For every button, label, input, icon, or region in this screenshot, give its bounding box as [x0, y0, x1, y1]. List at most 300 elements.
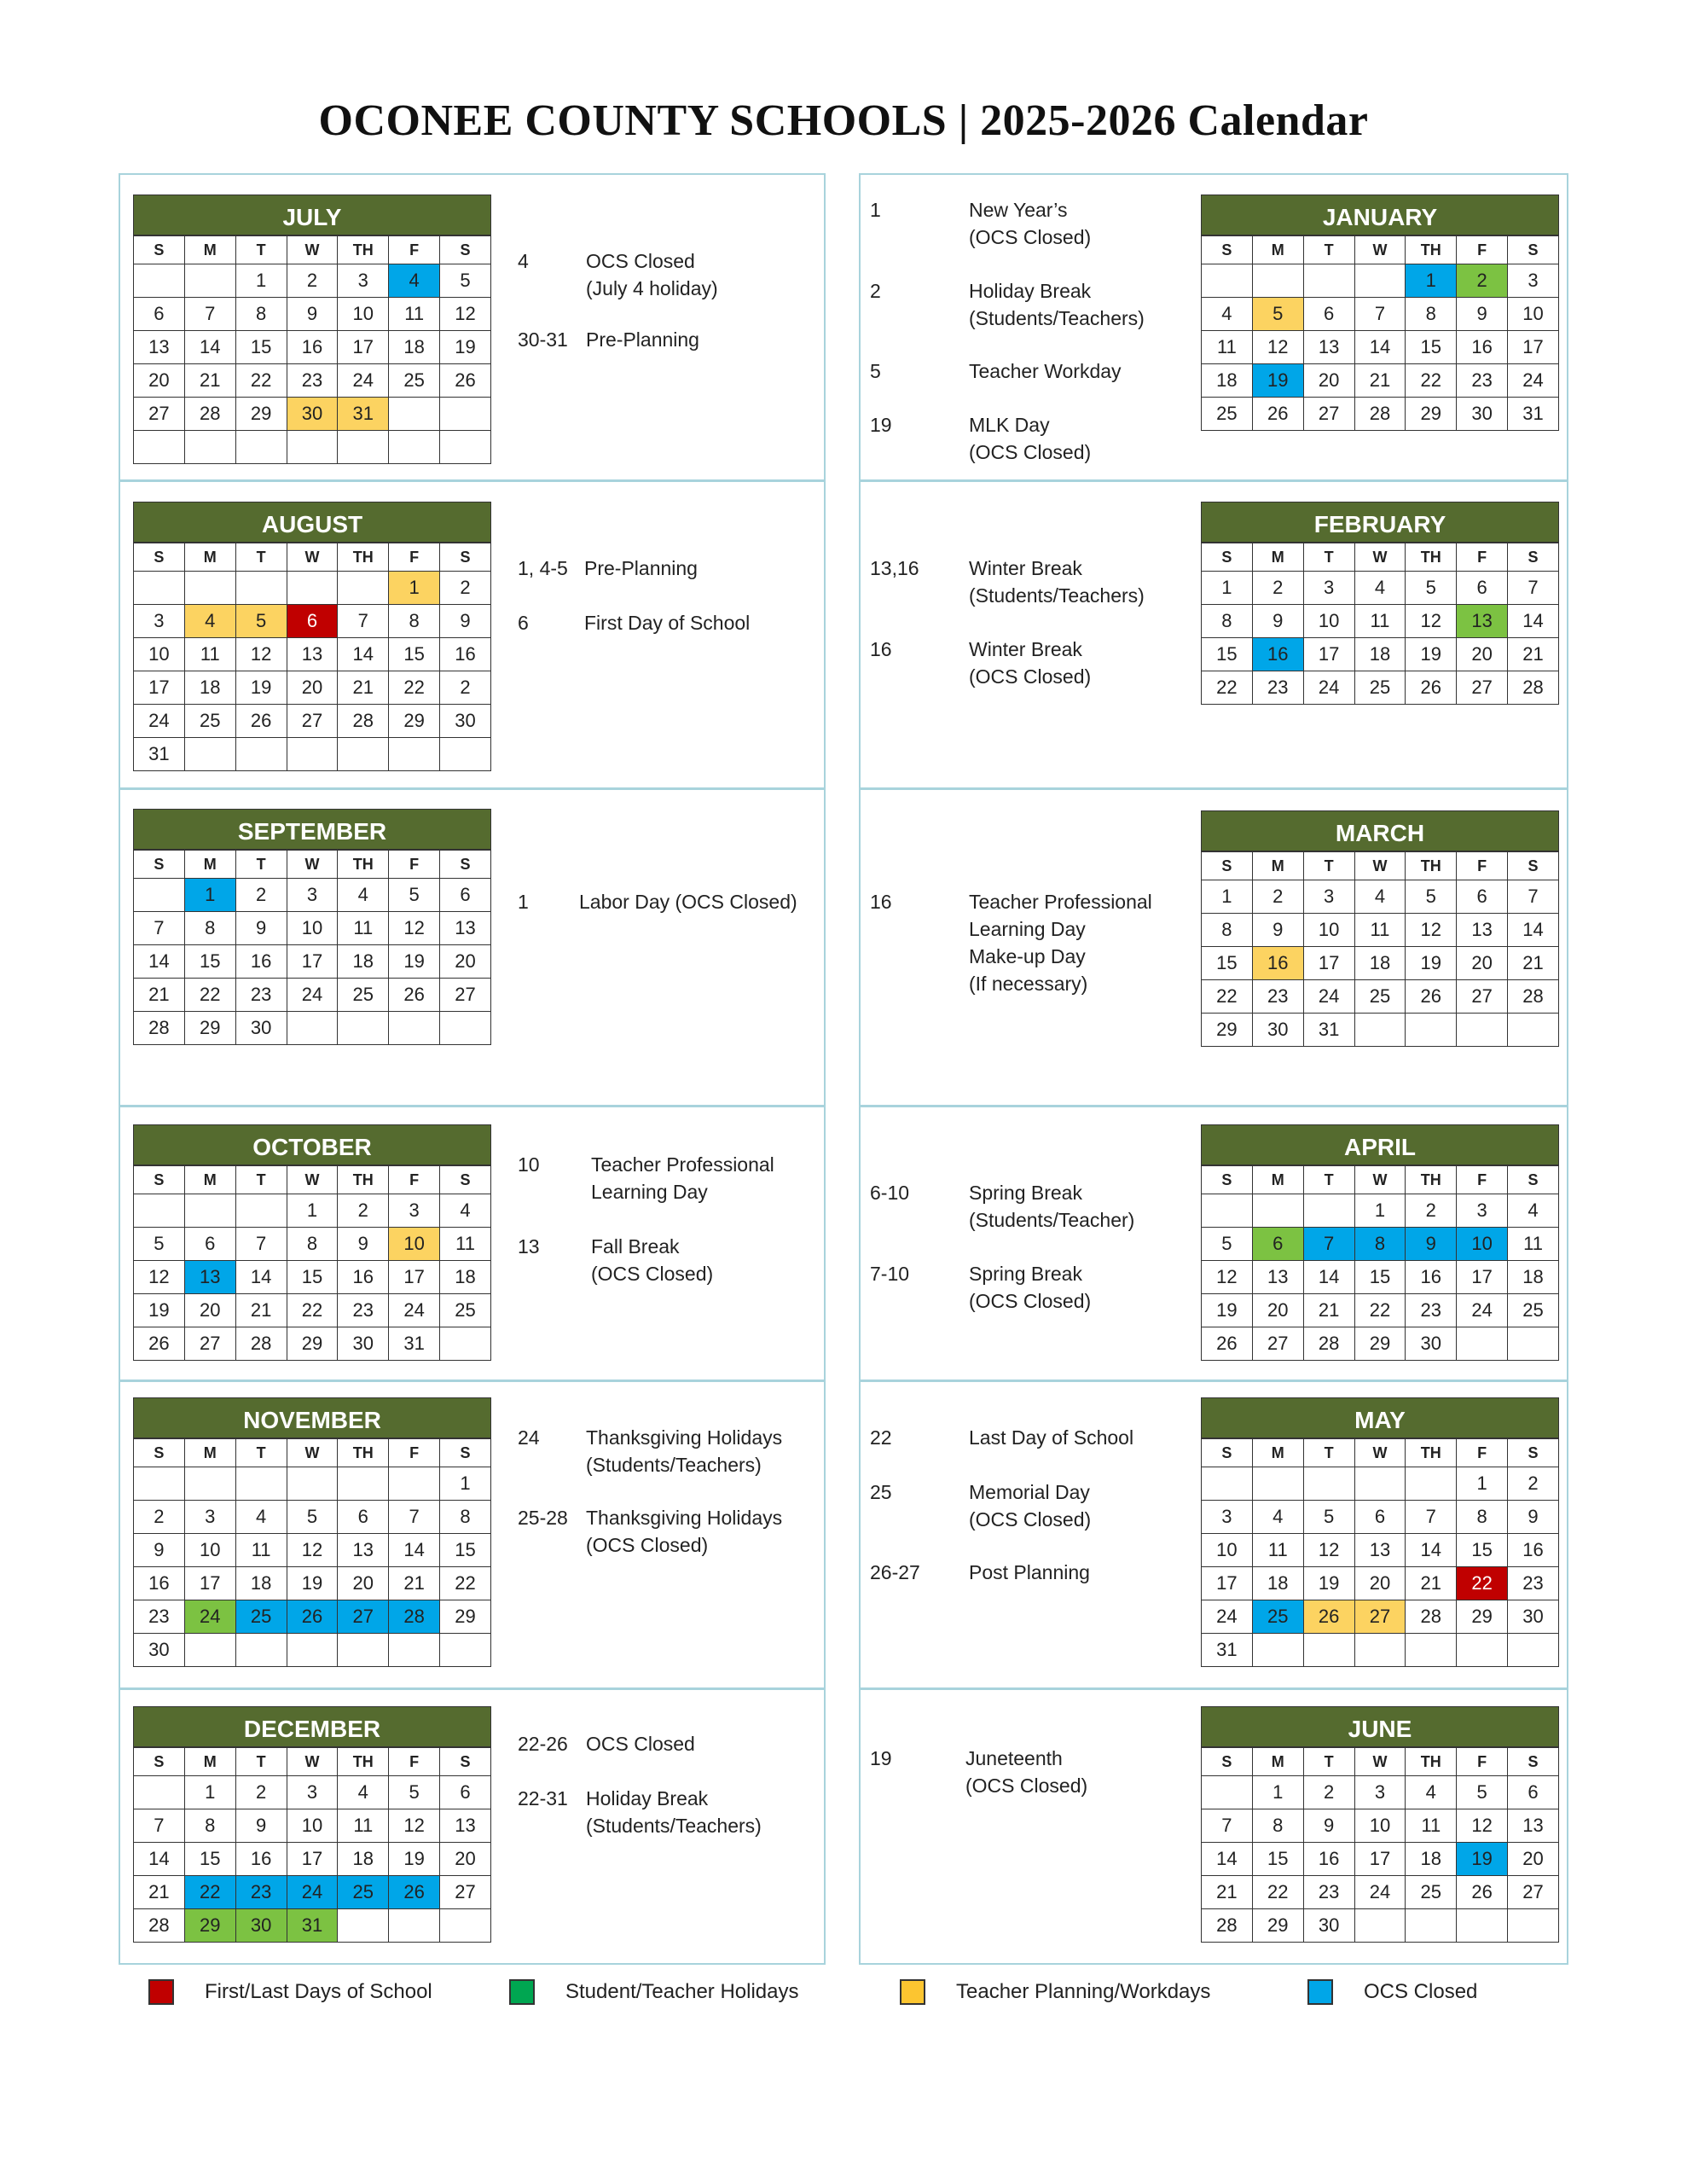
note-date: 25: [870, 1481, 892, 1503]
day-cell: 26: [134, 1327, 185, 1361]
day-cell: 11: [235, 1534, 287, 1567]
day-cell: 18: [1406, 1843, 1457, 1876]
day-cell: 16: [235, 1843, 287, 1876]
day-cell: 12: [134, 1261, 185, 1294]
weekday-label: M: [184, 543, 235, 572]
weekday-label: F: [1457, 1439, 1508, 1467]
day-cell: 15: [1202, 947, 1253, 980]
day-cell: 4: [1354, 880, 1406, 914]
weekday-label: F: [389, 1439, 440, 1467]
day-cell: 30: [235, 1909, 287, 1943]
day-cell: 11: [1354, 605, 1406, 638]
week-row: [134, 1228, 491, 1261]
green-swatch: [509, 1979, 535, 2005]
week-row: [1202, 331, 1559, 364]
note-text: Learning Day: [969, 918, 1086, 940]
calendar-june: [1201, 1706, 1559, 1943]
day-cell: 9: [1303, 1809, 1354, 1843]
day-cell: 8: [440, 1501, 491, 1534]
day-cell: 11: [338, 1809, 389, 1843]
weekday-label: S: [440, 851, 491, 879]
day-cell: [338, 431, 389, 464]
note-date: 24: [518, 1426, 540, 1449]
day-cell: 8: [1406, 298, 1457, 331]
day-cell: 20: [440, 945, 491, 979]
week-row: [134, 671, 491, 705]
weekday-label: M: [1252, 236, 1303, 264]
day-cell: 27: [440, 1876, 491, 1909]
day-cell: [184, 572, 235, 605]
day-cell: 22: [184, 979, 235, 1012]
day-cell: 3: [1303, 880, 1354, 914]
day-cell: [1457, 1327, 1508, 1361]
day-cell: 20: [287, 671, 338, 705]
week-row: [134, 398, 491, 431]
day-cell: [1508, 1327, 1559, 1361]
day-cell: 17: [1202, 1567, 1253, 1600]
legend-item-first-last: [148, 1979, 432, 2005]
month-name: NOVEMBER: [133, 1397, 491, 1438]
day-cell: 27: [338, 1600, 389, 1634]
weekday-label: M: [1252, 852, 1303, 880]
legend-item-planning: [900, 1979, 1210, 2005]
weekday-row: [1202, 543, 1559, 572]
day-cell: 6: [184, 1228, 235, 1261]
day-cell: 11: [440, 1228, 491, 1261]
day-cell: 19: [1202, 1294, 1253, 1327]
day-cell: 16: [1303, 1843, 1354, 1876]
day-cell: 15: [184, 945, 235, 979]
day-cell: 4: [338, 1776, 389, 1809]
day-cell: 8: [184, 1809, 235, 1843]
yellow-swatch: [900, 1979, 925, 2005]
day-cell: 28: [1303, 1327, 1354, 1361]
day-cell: 31: [389, 1327, 440, 1361]
day-cell: 22: [1457, 1567, 1508, 1600]
day-cell: 14: [389, 1534, 440, 1567]
note-text: Post Planning: [969, 1561, 1090, 1583]
day-cell: 6: [1457, 880, 1508, 914]
day-cell: 28: [1508, 671, 1559, 705]
weekday-label: TH: [1406, 543, 1457, 572]
day-cell: 17: [1303, 638, 1354, 671]
day-cell: 1: [184, 1776, 235, 1809]
day-cell: 29: [1202, 1014, 1253, 1047]
day-cell: 27: [1457, 980, 1508, 1014]
day-cell: 7: [1354, 298, 1406, 331]
day-cell: 10: [389, 1228, 440, 1261]
week-row: [1202, 914, 1559, 947]
weekday-label: W: [1354, 1166, 1406, 1194]
week-row: [1202, 1567, 1559, 1600]
week-row: [134, 1843, 491, 1876]
day-cell: [287, 431, 338, 464]
day-cell: 23: [338, 1294, 389, 1327]
day-cell: 8: [184, 912, 235, 945]
week-row: [134, 945, 491, 979]
note-text: Make-up Day: [969, 945, 1086, 967]
week-row: [134, 1294, 491, 1327]
day-cell: 22: [184, 1876, 235, 1909]
month-name: MAY: [1201, 1397, 1559, 1438]
day-cell: 7: [184, 298, 235, 331]
day-cell: 5: [235, 605, 287, 638]
weekday-label: W: [1354, 852, 1406, 880]
weekday-label: S: [1508, 852, 1559, 880]
month-grid: [133, 543, 491, 771]
day-cell: 8: [1354, 1228, 1406, 1261]
week-row: [134, 264, 491, 298]
day-cell: 6: [287, 605, 338, 638]
day-cell: 21: [184, 364, 235, 398]
note-text: New Year’s: [969, 199, 1068, 221]
day-cell: [184, 1467, 235, 1501]
day-cell: 13: [1457, 914, 1508, 947]
week-row: [1202, 264, 1559, 298]
note-text: (Students/Teachers): [586, 1454, 762, 1476]
day-cell: 14: [1508, 605, 1559, 638]
day-cell: 18: [1354, 947, 1406, 980]
day-cell: 20: [1508, 1843, 1559, 1876]
day-cell: 12: [1202, 1261, 1253, 1294]
day-cell: [235, 431, 287, 464]
day-cell: 14: [1508, 914, 1559, 947]
day-cell: 16: [1252, 638, 1303, 671]
day-cell: 21: [1202, 1876, 1253, 1909]
week-row: [1202, 1014, 1559, 1047]
weekday-label: S: [440, 543, 491, 572]
day-cell: 5: [389, 1776, 440, 1809]
month-name: DECEMBER: [133, 1706, 491, 1747]
day-cell: [134, 264, 185, 298]
day-cell: 19: [389, 1843, 440, 1876]
day-cell: [1303, 1634, 1354, 1667]
note-text: (OCS Closed): [965, 1774, 1088, 1797]
day-cell: 20: [1354, 1567, 1406, 1600]
day-cell: 26: [389, 1876, 440, 1909]
weekday-label: S: [1202, 236, 1253, 264]
week-row: [134, 431, 491, 464]
day-cell: 6: [440, 1776, 491, 1809]
day-cell: 15: [184, 1843, 235, 1876]
day-cell: [235, 1194, 287, 1228]
weekday-label: T: [235, 1166, 287, 1194]
weekday-label: M: [1252, 1748, 1303, 1776]
week-row: [1202, 398, 1559, 431]
day-cell: 3: [1508, 264, 1559, 298]
day-cell: 3: [287, 879, 338, 912]
day-cell: [1303, 1194, 1354, 1228]
day-cell: 16: [1406, 1261, 1457, 1294]
day-cell: 24: [1354, 1876, 1406, 1909]
weekday-label: M: [184, 1166, 235, 1194]
day-cell: 4: [235, 1501, 287, 1534]
day-cell: 30: [134, 1634, 185, 1667]
note-date: 1: [870, 199, 881, 221]
week-row: [134, 605, 491, 638]
week-row: [1202, 1876, 1559, 1909]
note-text: (OCS Closed): [586, 1534, 709, 1556]
day-cell: 6: [1303, 298, 1354, 331]
day-cell: 16: [235, 945, 287, 979]
day-cell: 6: [134, 298, 185, 331]
day-cell: 21: [1303, 1294, 1354, 1327]
blue-swatch: [1307, 1979, 1333, 2005]
day-cell: 29: [287, 1327, 338, 1361]
day-cell: 22: [287, 1294, 338, 1327]
day-cell: [389, 1634, 440, 1667]
day-cell: [1303, 1467, 1354, 1501]
day-cell: 21: [235, 1294, 287, 1327]
note-date: 13: [518, 1235, 540, 1258]
week-row: [134, 638, 491, 671]
day-cell: [389, 738, 440, 771]
day-cell: 25: [235, 1600, 287, 1634]
day-cell: 13: [440, 1809, 491, 1843]
day-cell: 1: [440, 1467, 491, 1501]
note-text: Thanksgiving Holidays: [586, 1507, 783, 1529]
day-cell: 23: [1252, 671, 1303, 705]
day-cell: 9: [134, 1534, 185, 1567]
weekday-label: TH: [338, 1748, 389, 1776]
month-grid: [1201, 543, 1559, 705]
day-cell: [1406, 1634, 1457, 1667]
day-cell: 22: [1406, 364, 1457, 398]
day-cell: 15: [287, 1261, 338, 1294]
day-cell: 2: [134, 1501, 185, 1534]
note-text: Juneteenth: [965, 1747, 1063, 1769]
day-cell: [235, 572, 287, 605]
day-cell: 2: [235, 1776, 287, 1809]
day-cell: 24: [134, 705, 185, 738]
weekday-label: S: [440, 1166, 491, 1194]
day-cell: [1202, 1776, 1253, 1809]
week-row: [1202, 1467, 1559, 1501]
day-cell: 19: [440, 331, 491, 364]
day-cell: 2: [440, 671, 491, 705]
day-cell: 26: [1406, 980, 1457, 1014]
day-cell: 4: [184, 605, 235, 638]
note-date: 6: [518, 612, 529, 634]
weekday-label: TH: [338, 851, 389, 879]
day-cell: 5: [287, 1501, 338, 1534]
day-cell: 2: [1457, 264, 1508, 298]
week-row: [1202, 1294, 1559, 1327]
weekday-label: TH: [338, 1439, 389, 1467]
month-name: JUNE: [1201, 1706, 1559, 1747]
note-date: 4: [518, 250, 529, 272]
weekday-label: TH: [338, 1166, 389, 1194]
day-cell: 30: [1457, 398, 1508, 431]
day-cell: [1202, 1467, 1253, 1501]
note-date: 6-10: [870, 1182, 910, 1204]
day-cell: [1354, 1634, 1406, 1667]
day-cell: 1: [1252, 1776, 1303, 1809]
note-text: Memorial Day: [969, 1481, 1090, 1503]
week-row: [134, 1012, 491, 1045]
day-cell: 30: [287, 398, 338, 431]
day-cell: 2: [235, 879, 287, 912]
day-cell: 12: [235, 638, 287, 671]
day-cell: 12: [1303, 1534, 1354, 1567]
calendar-october: [133, 1124, 491, 1361]
day-cell: [1303, 264, 1354, 298]
day-cell: 4: [1354, 572, 1406, 605]
day-cell: 3: [389, 1194, 440, 1228]
note-text: Teacher Workday: [969, 360, 1122, 382]
day-cell: 21: [134, 979, 185, 1012]
day-cell: 13: [1303, 331, 1354, 364]
day-cell: 18: [338, 945, 389, 979]
week-row: [1202, 1600, 1559, 1634]
weekday-label: S: [1202, 1748, 1253, 1776]
day-cell: 27: [1252, 1327, 1303, 1361]
day-cell: [389, 1909, 440, 1943]
day-cell: 23: [235, 979, 287, 1012]
day-cell: 26: [440, 364, 491, 398]
note-text: Pre-Planning: [584, 557, 698, 579]
day-cell: 26: [1457, 1876, 1508, 1909]
day-cell: 20: [1252, 1294, 1303, 1327]
day-cell: [134, 431, 185, 464]
day-cell: 24: [287, 1876, 338, 1909]
day-cell: 31: [1202, 1634, 1253, 1667]
day-cell: 14: [1406, 1534, 1457, 1567]
day-cell: [287, 1012, 338, 1045]
note-date: 1, 4-5: [518, 557, 568, 579]
weekday-label: W: [1354, 1439, 1406, 1467]
day-cell: 29: [184, 1012, 235, 1045]
week-row: [134, 1600, 491, 1634]
legend-item-holidays: [509, 1979, 799, 2005]
day-cell: 11: [1202, 331, 1253, 364]
weekday-label: M: [1252, 543, 1303, 572]
day-cell: 7: [235, 1228, 287, 1261]
month-name: FEBRUARY: [1201, 502, 1559, 543]
month-name: JULY: [133, 195, 491, 235]
weekday-label: M: [1252, 1439, 1303, 1467]
weekday-label: S: [1508, 1439, 1559, 1467]
day-cell: 27: [1508, 1876, 1559, 1909]
day-cell: [1354, 1467, 1406, 1501]
day-cell: 30: [1508, 1600, 1559, 1634]
note-text: Fall Break: [591, 1235, 680, 1258]
day-cell: 24: [1508, 364, 1559, 398]
day-cell: 2: [287, 264, 338, 298]
weekday-row: [134, 1748, 491, 1776]
day-cell: 10: [1202, 1534, 1253, 1567]
weekday-label: W: [287, 1439, 338, 1467]
note-date: 7-10: [870, 1263, 910, 1285]
day-cell: [287, 1467, 338, 1501]
day-cell: 8: [1202, 605, 1253, 638]
day-cell: [235, 1467, 287, 1501]
weekday-label: S: [134, 236, 185, 264]
note-text: (OCS Closed): [969, 1290, 1092, 1312]
day-cell: 28: [338, 705, 389, 738]
day-cell: 23: [287, 364, 338, 398]
day-cell: 21: [1354, 364, 1406, 398]
day-cell: 10: [1303, 605, 1354, 638]
day-cell: 5: [1406, 572, 1457, 605]
day-cell: 15: [1457, 1534, 1508, 1567]
day-cell: 25: [1406, 1876, 1457, 1909]
day-cell: 12: [389, 1809, 440, 1843]
day-cell: 26: [1303, 1600, 1354, 1634]
day-cell: [440, 1012, 491, 1045]
weekday-label: T: [235, 1439, 287, 1467]
weekday-label: W: [1354, 543, 1406, 572]
note-text: (OCS Closed): [969, 1508, 1092, 1531]
day-cell: 3: [1303, 572, 1354, 605]
day-cell: 4: [440, 1194, 491, 1228]
day-cell: 9: [1252, 605, 1303, 638]
weekday-label: T: [1303, 543, 1354, 572]
day-cell: 15: [389, 638, 440, 671]
week-row: [134, 1501, 491, 1534]
day-cell: 26: [1406, 671, 1457, 705]
week-row: [1202, 1843, 1559, 1876]
day-cell: 28: [235, 1327, 287, 1361]
day-cell: 20: [1457, 638, 1508, 671]
day-cell: 18: [1202, 364, 1253, 398]
day-cell: 19: [1406, 947, 1457, 980]
day-cell: 22: [440, 1567, 491, 1600]
day-cell: 1: [389, 572, 440, 605]
day-cell: 18: [235, 1567, 287, 1600]
note-text: Last Day of School: [969, 1426, 1134, 1449]
day-cell: 27: [440, 979, 491, 1012]
weekday-label: S: [1508, 543, 1559, 572]
weekday-label: T: [235, 851, 287, 879]
weekday-label: T: [1303, 1166, 1354, 1194]
week-row: [134, 1327, 491, 1361]
day-cell: 19: [1457, 1843, 1508, 1876]
weekday-row: [134, 1166, 491, 1194]
weekday-label: F: [389, 543, 440, 572]
day-cell: 17: [338, 331, 389, 364]
day-cell: [1354, 264, 1406, 298]
day-cell: 20: [1303, 364, 1354, 398]
day-cell: 3: [338, 264, 389, 298]
calendar-september: [133, 809, 491, 1045]
day-cell: 22: [1252, 1876, 1303, 1909]
day-cell: 1: [184, 879, 235, 912]
day-cell: 9: [235, 1809, 287, 1843]
day-cell: 9: [338, 1228, 389, 1261]
week-row: [134, 1467, 491, 1501]
day-cell: [184, 738, 235, 771]
week-row: [1202, 1501, 1559, 1534]
day-cell: 26: [287, 1600, 338, 1634]
weekday-label: S: [440, 1439, 491, 1467]
week-row: [134, 1194, 491, 1228]
month-grid: [1201, 1165, 1559, 1361]
day-cell: 5: [1457, 1776, 1508, 1809]
day-cell: 5: [1303, 1501, 1354, 1534]
day-cell: 7: [1202, 1809, 1253, 1843]
weekday-label: S: [440, 1748, 491, 1776]
day-cell: [1252, 264, 1303, 298]
day-cell: 1: [1457, 1467, 1508, 1501]
day-cell: 24: [389, 1294, 440, 1327]
day-cell: 4: [1252, 1501, 1303, 1534]
weekday-label: S: [1202, 852, 1253, 880]
weekday-label: S: [440, 236, 491, 264]
week-row: [134, 705, 491, 738]
month-name: MARCH: [1201, 810, 1559, 851]
day-cell: 14: [338, 638, 389, 671]
